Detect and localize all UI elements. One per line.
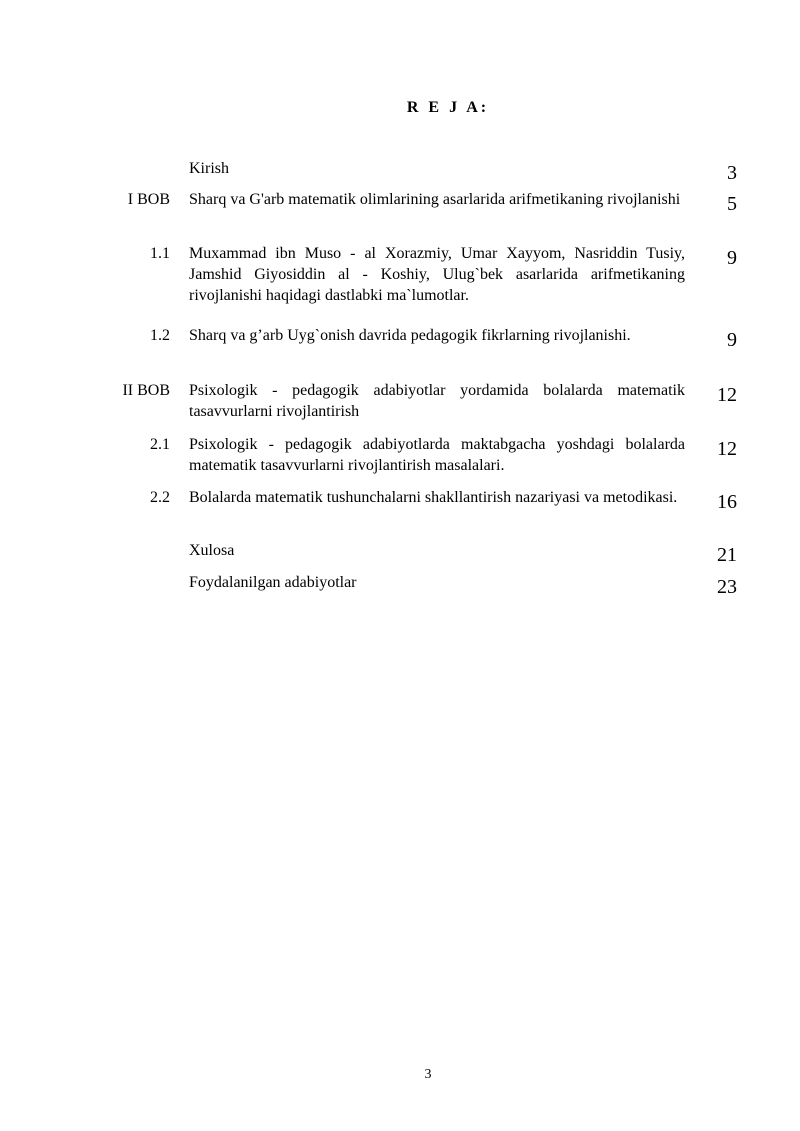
toc-section-title: Foydalanilgan adabiyotlar [189,574,357,591]
toc-page-number: 21 [717,544,737,566]
toc-section-number: 2.1 [150,436,170,453]
toc-section-title: Kirish [189,160,229,177]
toc-page-number: 9 [727,247,737,269]
toc-page-number: 9 [727,329,737,351]
toc-page-number: 12 [717,384,737,406]
toc-section-title: Xulosa [189,542,235,559]
toc-section-number: I BOB [127,191,170,208]
toc-section-number: 1.2 [150,327,170,344]
page-title: R E J A: [406,99,490,116]
toc-section-title: Psixologik - pedagogik adabiyotlar yordamida bolalarda matematik tasavvurlarni rivojlantirish [189,382,685,420]
toc-section-title: Muxammad ibn Muso - al Xorazmiy, Umar Xayyom, Nasriddin Tusiy, Jamshid Giyosiddin al - Koshiy, Ulug`bek asarlarida arifmetikaning rivojlanishi haqidagi dastlabki ma`lumotlar. [189,245,685,304]
toc-section-number: 1.1 [150,245,170,262]
toc-section-title: Sharq va g’arb Uyg`onish davrida pedagogik fikrlarning rivojlanishi. [189,327,631,344]
toc-section-number: 2.2 [150,489,170,506]
toc-page-number: 23 [717,576,737,598]
toc-section-title: Psixologik - pedagogik adabiyotlarda maktabgacha yoshdagi bolalarda matematik tasavvurlarni rivojlantirish masalalari. [189,436,685,474]
toc-section-title: Bolalarda matematik tushunchalarni shakllantirish nazariyasi va metodikasi. [189,489,678,506]
toc-page-number: 3 [727,162,737,184]
toc-page-number: 12 [717,438,737,460]
toc-page-number: 16 [717,491,737,513]
toc-page-number: 5 [727,193,737,215]
footer-page-number: 3 [424,1067,432,1082]
toc-section-number: II BOB [122,382,170,399]
toc-section-title: Sharq va G'arb matematik olimlarining asarlarida arifmetikaning rivojlanishi [189,191,681,208]
